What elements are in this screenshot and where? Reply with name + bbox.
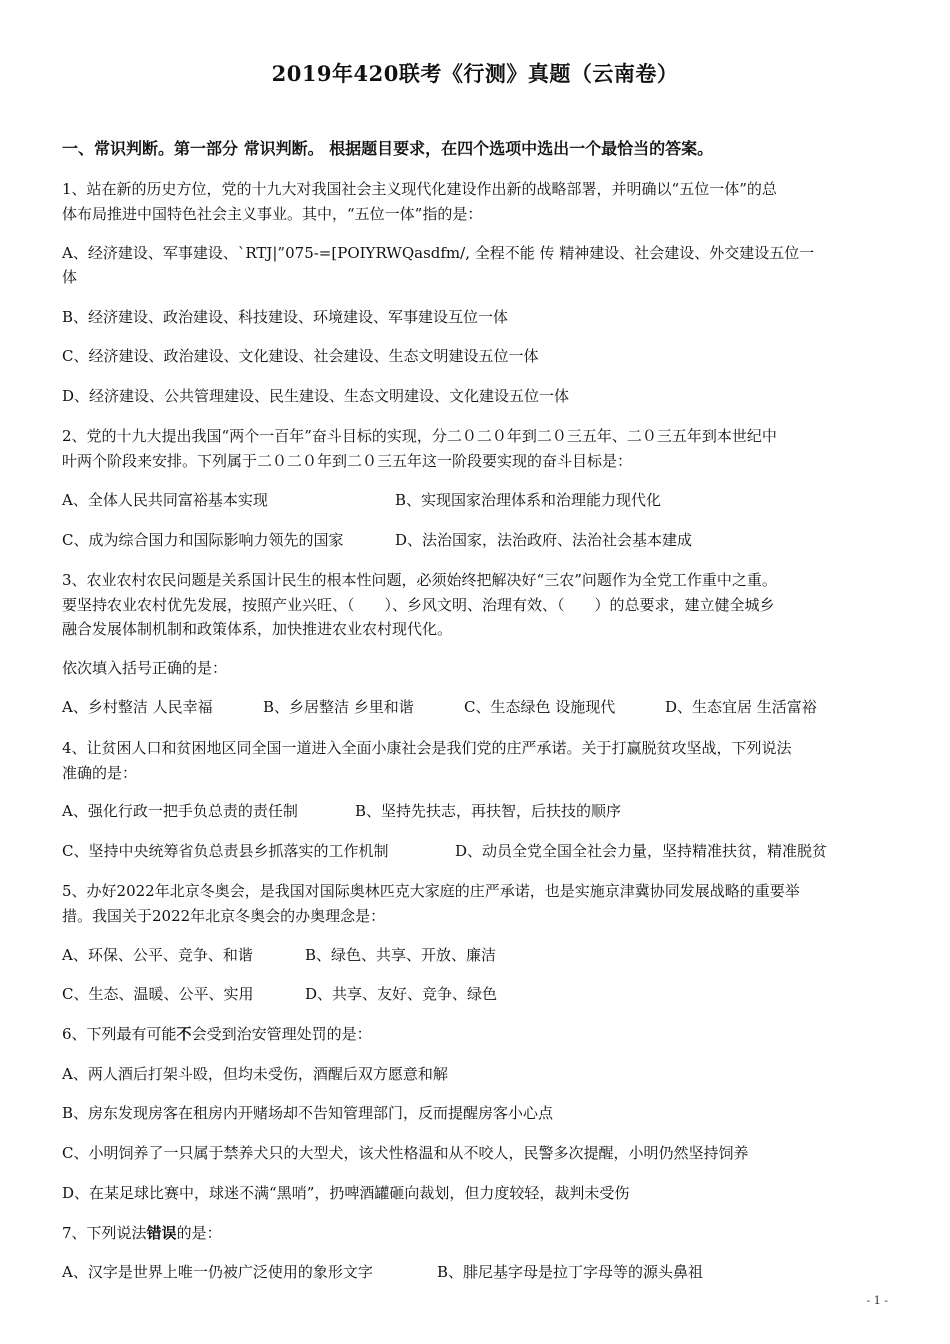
q6-stem-post: 会受到治安管理处罚的是： <box>191 1025 372 1043</box>
q4-stem-line-2: 准确的是： <box>62 764 138 782</box>
q6-option-b: B、房东发现房客在租房内开赌场却不告知管理部门，反而提醒房客小心点 <box>62 1104 554 1122</box>
q1-option-c: C、经济建设、政治建设、文化建设、社会建设、生态文明建设五位一体 <box>62 347 539 365</box>
section-heading: 一、常识判断。第一部分 常识判断。 根据题目要求，在四个选项中选出一个最恰当的答案。 <box>62 139 714 158</box>
q7-stem-post: 的是： <box>176 1224 222 1242</box>
page-number: - 1 - <box>866 1294 888 1307</box>
q3-option-b: B、乡居整洁 乡里和谐 <box>263 698 414 716</box>
q1-option-a-line-1: A、经济建设、军事建设、`RTJ|”075-=[POIYRWQasdfm/, 全程不能 传 精神建设、社会建设、外交建设五位一 <box>62 244 815 262</box>
q4-option-a: A、强化行政一把手负总责的责任制 <box>62 802 298 820</box>
q7-option-a: A、汉字是世界上唯一仍被广泛使用的象形文字 <box>62 1263 373 1281</box>
q7-options-row <box>62 1260 703 1284</box>
q6-option-c: C、小明饲养了一只属于禁养犬只的大型犬，该犬性格温和从不咬人，民警多次提醒，小明仍然坚持饲养 <box>62 1144 749 1162</box>
q5-option-a: A、环保、公平、竞争、和谐 <box>62 946 253 964</box>
q2-option-a: A、全体人民共同富裕基本实现 <box>62 491 268 509</box>
q1-option-b: B、经济建设、政治建设、科技建设、环境建设、军事建设互位一体 <box>62 308 509 326</box>
q1-stem-line-1: 1、站在新的历史方位，党的十九大对我国社会主义现代化建设作出新的战略部署，并明确以“五位一体”的总 <box>62 180 777 198</box>
q6-stem-emphasis: 不 <box>176 1025 192 1043</box>
q4-options-row-1 <box>62 799 621 823</box>
q6-option-d: D、在某足球比赛中，球迷不满“黑哨”，扔啤酒罐砸向裁划，但力度较轻，裁判未受伤 <box>62 1184 630 1202</box>
q6-option-a: A、两人酒后打架斗殴，但均未受伤，酒醒后双方愿意和解 <box>62 1065 448 1083</box>
q4-options-row-2 <box>62 839 827 863</box>
q2-option-d: D、法治国家，法治政府、法治社会基本建成 <box>395 531 693 549</box>
q2-option-b: B、实现国家治理体系和治理能力现代化 <box>395 491 662 509</box>
q7-option-b: B、腓尼基字母是拉丁字母等的源头鼻祖 <box>437 1263 704 1281</box>
q5-stem-line-2: 措。我国关于2022年北京冬奥会的办奥理念是： <box>62 907 386 925</box>
page-title: 2019年420联考《行测》真题（云南卷） <box>271 61 679 86</box>
q3-option-d: D、生态宜居 生活富裕 <box>665 698 817 716</box>
q5-option-d: D、共享、友好、竞争、绿色 <box>305 985 498 1003</box>
q2-stem-line-1: 2、党的十九大提出我国“两个一百年”奋斗目标的实现，分二０二０年到二０三五年、二０三五年到本世纪中 <box>62 427 777 445</box>
q3-stem-line-3: 融合发展体制机制和政策体系，加快推进农业农村现代化。 <box>62 620 453 638</box>
q7-stem-emphasis: 错误 <box>146 1224 177 1242</box>
q4-option-d: D、动员全党全国全社会力量，坚持精准扶贫，精准脱贫 <box>455 842 828 860</box>
q1-stem-line-2: 体布局推进中国特色社会主义事业。其中，“五位一体”指的是： <box>62 205 483 223</box>
q4-stem-line-1: 4、让贫困人口和贫困地区同全国一道进入全面小康社会是我们党的庄严承诺。关于打赢脱贫攻坚战，下列说法 <box>62 739 792 757</box>
q5-option-b: B、绿色、共享、开放、廉洁 <box>305 946 497 964</box>
q5-option-c: C、生态、温暖、公平、实用 <box>62 985 254 1003</box>
q3-option-c: C、生态绿色 设施现代 <box>464 698 616 716</box>
q1-option-a-line-2: 体 <box>62 268 78 286</box>
q7-stem <box>62 1221 888 1245</box>
q7-stem-pre: 7、下列说法 <box>62 1224 147 1242</box>
q2-options-row-2 <box>62 528 692 552</box>
q5-options-row-2 <box>62 982 497 1006</box>
q2-stem-line-2: 叶两个阶段来安排。下列属于二０二０年到二０三五年这一阶段要实现的奋斗目标是： <box>62 452 633 470</box>
q3-options-row <box>62 695 817 719</box>
q5-stem-line-1: 5、办好2022年北京冬奥会，是我国对国际奥林匹克大家庭的庄严承诺，也是实施京津冀协同发展战略的重要举 <box>62 882 800 900</box>
q5-options-row-1 <box>62 943 496 967</box>
q6-stem <box>62 1022 888 1046</box>
q3-stem-line-4: 依次填入括号正确的是： <box>62 659 228 677</box>
q2-option-c: C、成为综合国力和国际影响力领先的国家 <box>62 531 344 549</box>
q3-option-a: A、乡村整洁 人民幸福 <box>62 698 213 716</box>
q1-option-d: D、经济建设、公共管理建设、民生建设、生态文明建设、文化建设五位一体 <box>62 387 570 405</box>
q4-option-c: C、坚持中央统筹省负总责县乡抓落实的工作机制 <box>62 842 389 860</box>
q3-stem-line-2: 要坚持农业农村优先发展，按照产业兴旺、（ ）、乡风文明、治理有效、（ ）的总要求，建立健全城乡 <box>62 596 775 614</box>
q2-options-row-1 <box>62 488 661 512</box>
q3-stem-line-1: 3、农业农村农民问题是关系国计民生的根本性问题，必须始终把解决好“三农”问题作为全党工作重中之重。 <box>62 571 777 589</box>
q4-option-b: B、坚持先扶志，再扶智，后扶技的顺序 <box>355 802 622 820</box>
q6-stem-pre: 6、下列最有可能 <box>62 1025 177 1043</box>
